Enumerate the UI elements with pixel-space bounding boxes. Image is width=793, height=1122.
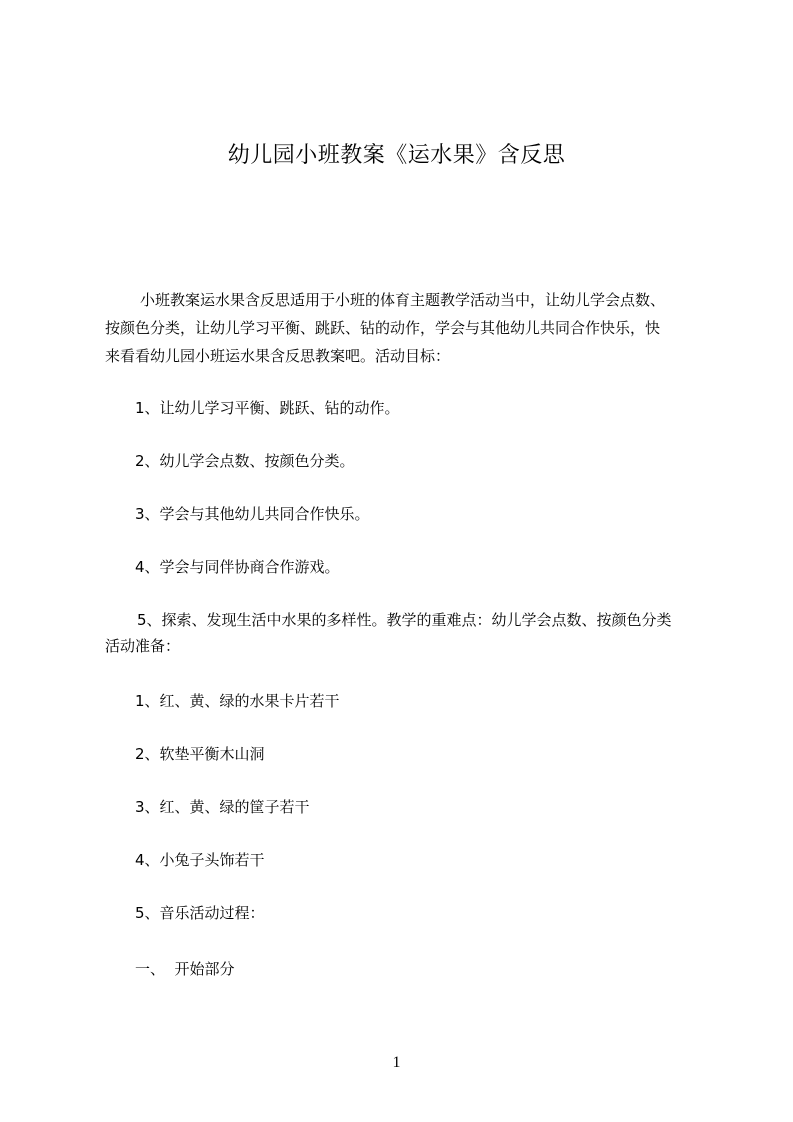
page-number: 1 xyxy=(392,1054,401,1071)
goal-item-2: 2、幼儿学会点数、按颜色分类。 xyxy=(135,452,355,470)
document-title: 幼儿园小班教案《运水果》含反思 xyxy=(227,143,566,168)
intro-paragraph xyxy=(105,286,715,370)
intro-line-3: 来看看幼儿园小班运水果含反思教案吧。活动目标： xyxy=(105,347,451,365)
preparation-item-4: 4、小兔子头饰若干 xyxy=(135,851,265,869)
goal-item-5-line-2: 活动准备： xyxy=(105,637,181,655)
preparation-item-1: 1、红、黄、绿的水果卡片若干 xyxy=(135,692,340,710)
intro-line-2: 按颜色分类，让幼儿学习平衡、跳跃、钻的动作，学会与其他幼儿共同合作快乐，快 xyxy=(105,319,661,337)
preparation-item-3: 3、红、黄、绿的筐子若干 xyxy=(135,798,310,816)
preparation-item-5: 5、音乐活动过程： xyxy=(135,904,265,922)
goal-item-5 xyxy=(105,607,717,659)
goal-item-4: 4、学会与同伴协商合作游戏。 xyxy=(135,558,340,576)
goal-item-3: 3、学会与其他幼儿共同合作快乐。 xyxy=(135,505,370,523)
section-heading: 一、 开始部分 xyxy=(135,960,235,978)
preparation-item-2: 2、软垫平衡木山洞 xyxy=(135,745,265,763)
intro-line-1: 小班教案运水果含反思适用于小班的体育主题教学活动当中，让幼儿学会点数、 xyxy=(140,291,666,309)
goal-item-5-line-1: 5、探索、发现生活中水果的多样性。教学的重难点：幼儿学会点数、按颜色分类 xyxy=(137,611,672,629)
goal-item-1: 1、让幼儿学习平衡、跳跃、钻的动作。 xyxy=(135,399,400,417)
